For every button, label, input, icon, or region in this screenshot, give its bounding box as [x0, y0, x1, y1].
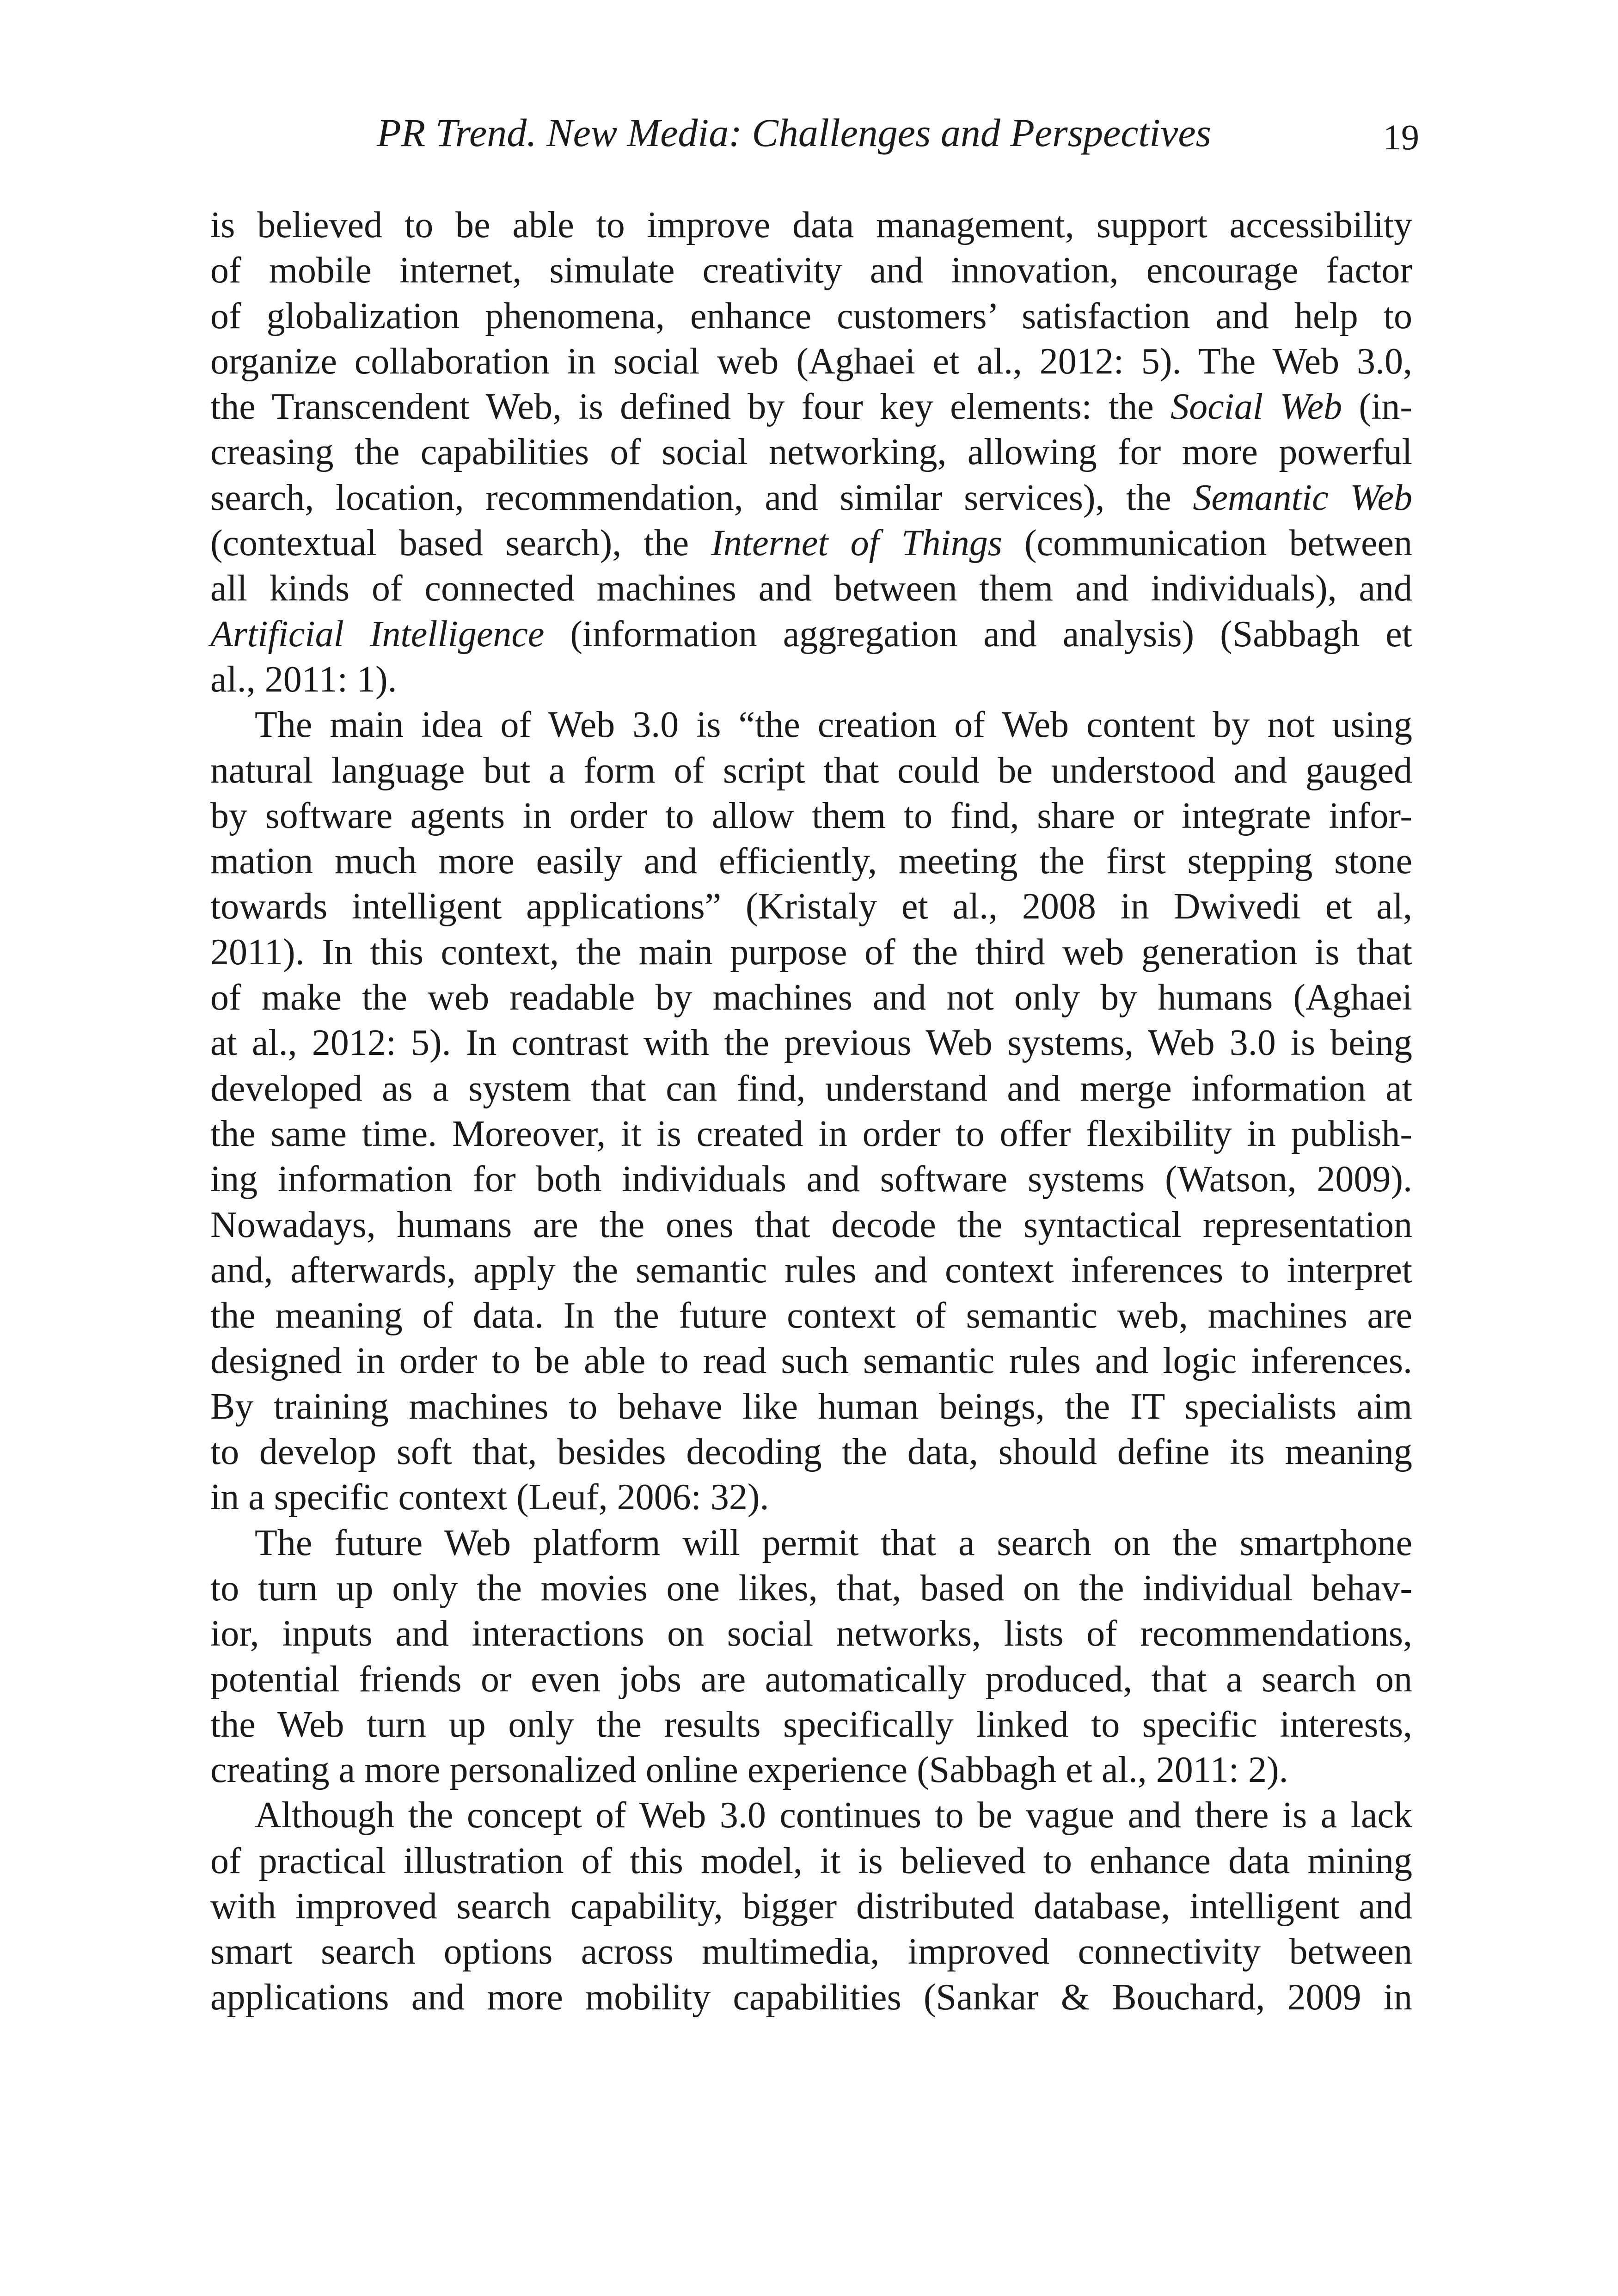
- text-line: creasing the capabilities of social networking, allowing for more powerful: [210, 432, 1412, 473]
- text-line: the Web turn up only the results specifically linked to specific interests,: [210, 1704, 1412, 1745]
- text-line: [210, 475, 1412, 520]
- text-line: to develop soft that, besides decoding the data, should define its meaning: [210, 1432, 1412, 1473]
- text-line: By training machines to behave like human beings, the IT specialists aim: [210, 1386, 1412, 1427]
- text-line: the meaning of data. In the future context of semantic web, machines are: [210, 1295, 1412, 1336]
- text-line: ing information for both individuals and software systems (Watson, 2009).: [210, 1159, 1412, 1200]
- text-line: of practical illustration of this model, it is believed to enhance data mining: [210, 1840, 1412, 1881]
- text-line: [210, 520, 1412, 566]
- page-number: 19: [1383, 117, 1419, 157]
- body-text: [210, 202, 1412, 2020]
- text-line: creating a more personalized online experience (Sabbagh et al., 2011: 2).: [210, 1750, 1288, 1791]
- text-line: designed in order to be able to read such semantic rules and logic inferences.: [210, 1341, 1412, 1382]
- text-line: the same time. Moreover, it is created in order to offer flexibility in publish-: [210, 1113, 1412, 1154]
- text-line: mation much more easily and efficiently, meeting the first stepping stone: [210, 841, 1412, 882]
- running-title: PR Trend. New Media: Challenges and Perspectives: [377, 110, 1211, 155]
- text-line: developed as a system that can find, understand and merge information at: [210, 1068, 1412, 1109]
- text-line: at al., 2012: 5). In contrast with the previous Web systems, Web 3.0 is being: [210, 1022, 1412, 1064]
- text-run: (communication between: [1002, 523, 1412, 564]
- text-line: [210, 384, 1412, 429]
- paragraph-first-line: The main idea of Web 3.0 is “the creation of Web content by not using: [255, 704, 1412, 746]
- text-line: 2011). In this context, the main purpose of the third web generation is that: [210, 931, 1412, 973]
- text-line: of make the web readable by machines and not only by humans (Aghaei: [210, 977, 1412, 1018]
- text-line: applications and more mobility capabilities (Sankar & Bouchard, 2009 in: [210, 1977, 1412, 2018]
- text-line: of mobile internet, simulate creativity and innovation, encourage factor: [210, 250, 1412, 291]
- text-run: (contextual based search), the: [210, 523, 711, 564]
- text-line: Nowadays, humans are the ones that decode the syntactical representation: [210, 1204, 1412, 1245]
- text-line: towards intelligent applications” (Kristaly et al., 2008 in Dwivedi et al,: [210, 886, 1412, 927]
- text-line: and, afterwards, apply the semantic rules and context inferences to interpret: [210, 1249, 1412, 1291]
- term-artificial-intelligence: Artificial Intelligence: [210, 613, 545, 655]
- text-line: potential friends or even jobs are automatically produced, that a search on: [210, 1659, 1412, 1700]
- text-line: is believed to be able to improve data management, support accessibility: [210, 205, 1412, 245]
- text-line: ior, inputs and interactions on social networks, lists of recommendations,: [210, 1613, 1412, 1654]
- text-run: the Transcendent Web, is defined by four key elements: the: [210, 386, 1171, 428]
- paragraph-first-line: The future Web platform will permit that a search on the smartphone: [255, 1522, 1412, 1563]
- term-social-web: Social Web: [1171, 386, 1342, 428]
- text-line: by software agents in order to allow them to find, share or integrate infor-: [210, 795, 1412, 836]
- text-line: to turn up only the movies one likes, that, based on the individual behav-: [210, 1567, 1412, 1609]
- text-line: organize collaboration in social web (Aghaei et al., 2012: 5). The Web 3.0,: [210, 341, 1412, 382]
- text-line: smart search options across multimedia, improved connectivity between: [210, 1931, 1412, 1972]
- term-semantic-web: Semantic Web: [1193, 477, 1413, 518]
- text-line: all kinds of connected machines and between them and individuals), and: [210, 568, 1412, 609]
- term-internet-of-things: Internet of Things: [711, 523, 1002, 564]
- text-run: (in-: [1342, 386, 1412, 428]
- text-line: in a specific context (Leuf, 2006: 32).: [210, 1477, 769, 1518]
- text-line: al., 2011: 1).: [210, 659, 397, 700]
- text-line: natural language but a form of script that could be understood and gauged: [210, 750, 1412, 791]
- running-head: [0, 103, 1618, 163]
- text-line: with improved search capability, bigger distributed database, intelligent and: [210, 1886, 1412, 1927]
- paragraph-first-line: Although the concept of Web 3.0 continues to be vague and there is a lack: [255, 1795, 1412, 1836]
- text-line: [210, 612, 1412, 657]
- text-line: of globalization phenomena, enhance customers’ satisfaction and help to: [210, 295, 1412, 337]
- text-run: (information aggregation and analysis) (Sabbagh et: [544, 613, 1412, 655]
- text-run: search, location, recommendation, and similar services), the: [210, 477, 1193, 518]
